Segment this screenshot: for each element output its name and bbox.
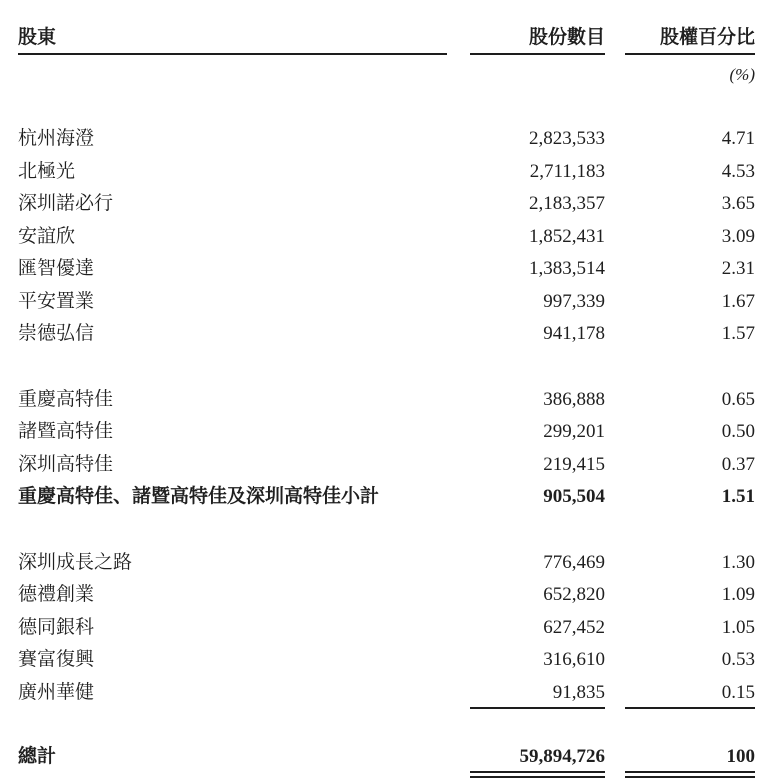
percent-value: 1.57 bbox=[721, 323, 755, 344]
percent-value: 1.05 bbox=[721, 616, 755, 638]
percent-unit-label: (%) bbox=[729, 65, 755, 84]
table-row bbox=[18, 253, 755, 286]
table-row bbox=[18, 156, 755, 189]
shareholder-name: 深圳成長之路 bbox=[18, 551, 133, 573]
percent-value: 1.67 bbox=[721, 290, 755, 312]
percent-value: 0.37 bbox=[721, 453, 755, 475]
shares-value: 905,504 bbox=[543, 486, 605, 507]
table-row bbox=[18, 481, 755, 514]
percent-value: 3.65 bbox=[721, 193, 755, 214]
shareholder-name: 賽富復興 bbox=[18, 649, 95, 670]
shareholder-name: 重慶高特佳、諸暨高特佳及深圳高特佳小計 bbox=[18, 486, 380, 507]
table-row bbox=[18, 123, 755, 156]
percent-value: 100 bbox=[625, 746, 755, 778]
shares-value: 652,820 bbox=[543, 584, 605, 605]
shares-value: 776,469 bbox=[543, 551, 605, 573]
shareholder-name: 諸暨高特佳 bbox=[18, 421, 114, 442]
shareholder-name: 深圳高特佳 bbox=[18, 453, 114, 475]
percent-unit-row bbox=[18, 65, 755, 85]
shares-value: 316,610 bbox=[543, 649, 605, 670]
percent-value: 2.31 bbox=[721, 258, 755, 279]
table-row bbox=[18, 318, 755, 351]
shareholder-name: 安誼欣 bbox=[18, 225, 76, 247]
shares-value: 2,183,357 bbox=[529, 193, 605, 214]
table-row bbox=[18, 221, 755, 254]
percent-value: 3.09 bbox=[721, 225, 755, 247]
shareholder-name: 德同銀科 bbox=[18, 616, 95, 638]
percent-value: 1.51 bbox=[721, 486, 755, 507]
shareholder-name: 重慶高特佳 bbox=[18, 388, 114, 410]
percent-value: 1.09 bbox=[721, 584, 755, 605]
shares-value: 386,888 bbox=[543, 388, 605, 410]
table-row bbox=[18, 384, 755, 417]
shareholder-name: 深圳諾必行 bbox=[18, 193, 114, 214]
table-row bbox=[18, 547, 755, 580]
percent-value: 0.15 bbox=[625, 682, 755, 709]
shares-value: 2,823,533 bbox=[529, 128, 605, 149]
header-percent: 股權百分比 bbox=[625, 22, 755, 55]
shares-value: 997,339 bbox=[543, 290, 605, 312]
table-row bbox=[18, 677, 755, 710]
table-row bbox=[18, 644, 755, 677]
header-shares: 股份數目 bbox=[470, 22, 605, 55]
shares-value: 1,383,514 bbox=[529, 258, 605, 279]
header-shareholder: 股東 bbox=[18, 22, 447, 55]
table-header-row bbox=[18, 22, 755, 55]
percent-value: 1.30 bbox=[721, 551, 755, 573]
shares-value: 941,178 bbox=[543, 323, 605, 344]
shareholder-name: 匯智優達 bbox=[18, 258, 95, 279]
shareholder-name: 德禮創業 bbox=[18, 584, 95, 605]
percent-value: 0.65 bbox=[721, 388, 755, 410]
shareholder-name: 杭州海澄 bbox=[18, 128, 95, 149]
shares-value: 91,835 bbox=[470, 682, 605, 709]
table-row bbox=[18, 416, 755, 449]
table-row bbox=[18, 286, 755, 319]
percent-value: 4.53 bbox=[721, 160, 755, 182]
shares-value: 2,711,183 bbox=[529, 160, 605, 182]
shares-value: 627,452 bbox=[543, 616, 605, 638]
shareholder-name: 崇德弘信 bbox=[18, 323, 95, 344]
table-row bbox=[18, 612, 755, 645]
shareholder-name: 總計 bbox=[18, 746, 57, 767]
shares-value: 219,415 bbox=[543, 453, 605, 475]
table-row bbox=[18, 449, 755, 482]
shares-value: 1,852,431 bbox=[529, 225, 605, 247]
percent-value: 0.50 bbox=[721, 421, 755, 442]
table-row bbox=[18, 188, 755, 221]
shareholder-name: 平安置業 bbox=[18, 290, 95, 312]
percent-value: 4.71 bbox=[721, 128, 755, 149]
shareholder-name: 廣州華健 bbox=[18, 681, 95, 703]
table-row bbox=[18, 741, 755, 778]
shareholder-name: 北極光 bbox=[18, 160, 76, 182]
shares-value: 299,201 bbox=[543, 421, 605, 442]
percent-value: 0.53 bbox=[721, 649, 755, 670]
table-row bbox=[18, 579, 755, 612]
shares-value: 59,894,726 bbox=[470, 746, 605, 778]
table-body bbox=[18, 123, 755, 778]
